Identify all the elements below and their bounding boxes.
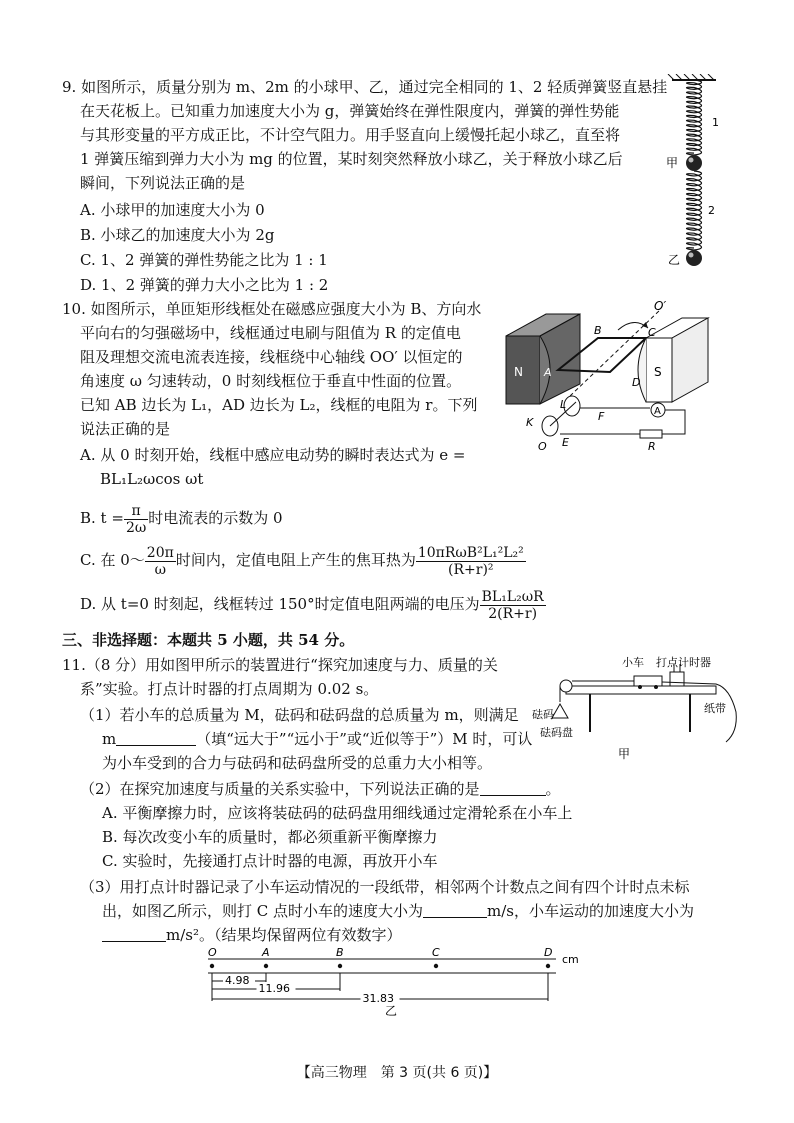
- q10-option-a-line1: A. 从 0 时刻开始，线框中感应电动势的瞬时表达式为 e =: [80, 446, 466, 464]
- q9-line-3: 与其形变量的平方成正比，不计空气阻力。用手竖直向上缓慢托起小球乙，直至将: [80, 126, 621, 144]
- answer-blank[interactable]: [423, 902, 487, 918]
- tape-point-d: [546, 964, 550, 968]
- q11-fig-jia: [530, 652, 750, 764]
- svg-text:O: O: [538, 440, 547, 453]
- cart: [634, 676, 662, 686]
- dimension-label: 31.83: [362, 992, 394, 1005]
- q11-part1-line3: 为小车受到的合力与砝码和砝码盘所受的总重力大小相等。: [102, 754, 493, 772]
- svg-text:E: E: [562, 436, 569, 449]
- q11-part2-option-a: A. 平衡摩擦力时，应该将装砝码的砝码盘用细线通过定滑轮系在小车上: [102, 804, 573, 822]
- tape-point-label: B: [336, 946, 344, 959]
- svg-text:S: S: [654, 365, 662, 379]
- q10-option-d: D. 从 t=0 时刻起，线框转过 150°时定值电阻两端的电压为 $\frac{\text{BL₁L₂ωR}}{2(R+r)}$: [80, 588, 544, 622]
- svg-text:L: L: [560, 398, 567, 411]
- svg-text:N: N: [514, 365, 523, 379]
- ball-jia-label: 甲: [666, 156, 679, 170]
- q9-option-a: A. 小球甲的加速度大小为 0: [80, 201, 265, 219]
- timer: [670, 672, 684, 686]
- svg-text:A: A: [544, 366, 552, 379]
- q10-line-6: 说法正确的是: [80, 420, 171, 438]
- q11-fig-yi-tape: [200, 945, 590, 1020]
- svg-text:R: R: [648, 440, 656, 453]
- tape-point-c: [434, 964, 438, 968]
- q10-line-4: 角速度 ω 匀速转动，0 时刻线框位于垂直中性面的位置。: [80, 372, 462, 390]
- q10-line-5: 已知 AB 边长为 L₁，AD 边长为 L₂，线框的电阻为 r。下列: [80, 396, 478, 414]
- q10-option-c: C. 在 0～ $\frac{20\pi}{\omega}$ 时间内，定值电阻上产生的焦耳热为 $\frac{\text{10πRωB²L₁²L₂²}}{\text{(R+r)²}}$: [80, 544, 524, 578]
- q11-part2-option-b: B. 每次改变小车的质量时，都必须重新平衡摩擦力: [102, 828, 438, 846]
- weight-label: 砝码: [532, 708, 554, 721]
- q11-part1-line2: m （填“远大于”“远小于”或“近似等于”）M 时，可认: [102, 730, 533, 748]
- answer-blank[interactable]: [116, 730, 196, 746]
- fraction: $\frac{\text{BL₁L₂ωR}}{2(R+r)}$: [481, 588, 544, 622]
- tape-point-label: D: [544, 946, 553, 959]
- tape-unit: cm: [562, 953, 579, 966]
- answer-blank[interactable]: [480, 780, 546, 796]
- svg-text:K: K: [526, 416, 534, 429]
- q11-part3-line1: （3）用打点计时器记录了小车运动情况的一段纸带，相邻两个计数点之间有四个计时点未标: [80, 878, 690, 896]
- dimension-label: 4.98: [225, 974, 250, 987]
- q11-part1-line1: （1）若小车的总质量为 M，砝码和砝码盘的总质量为 m，则满足: [80, 706, 519, 724]
- q11-part3-line2: 出，如图乙所示，则打 C 点时小车的速度大小为 m/s，小车运动的加速度大小为: [102, 902, 694, 920]
- svg-text:A: A: [654, 406, 661, 417]
- q11-line-2: 系”实验。打点计时器的打点周期为 0.02 s。: [80, 680, 379, 698]
- fig-jia-caption: 甲: [618, 747, 631, 761]
- q9-line-4: 1 弹簧压缩到弹力大小为 mg 的位置，某时刻突然释放小球乙，关于释放小球乙后: [80, 150, 623, 168]
- ball-yi: [686, 250, 702, 266]
- tape-point-b: [338, 964, 342, 968]
- svg-text:D: D: [632, 376, 641, 389]
- fig-yi-caption: 乙: [385, 1004, 398, 1018]
- weight-pan: [552, 704, 568, 718]
- car-label: 小车: [622, 656, 644, 669]
- tape-point-a: [264, 964, 268, 968]
- page-footer: 【高三物理 第 3 页(共 6 页)】: [296, 1065, 498, 1081]
- svg-text:B: B: [594, 324, 602, 337]
- q9-option-d: D. 1、2 弹簧的弹力大小之比为 1 : 2: [80, 276, 329, 294]
- fraction: $\frac{\text{10πRωB²L₁²L₂²}}{\text{(R+r)²}}$: [417, 544, 524, 578]
- pan-label: 砝码盘: [540, 726, 573, 739]
- q9-spring-figure: [664, 74, 734, 274]
- q10-option-b: B. t = $\frac{\pi}{2\omega}$ 时电流表的示数为 0: [80, 502, 283, 536]
- q11-part2-option-c: C. 实验时，先接通打点计时器的电源，再放开小车: [102, 852, 438, 870]
- tape-point-label: A: [262, 946, 270, 959]
- q9-line-5: 瞬间，下列说法正确的是: [80, 174, 246, 192]
- dimension-label: 11.96: [258, 982, 290, 995]
- q11-part3-line3: m/s²。（结果均保留两位有效数字）: [102, 925, 402, 945]
- q10-line-3: 阻及理想交流电流表连接，线框绕中心轴线 OO′ 以恒定的: [80, 348, 463, 366]
- spring-2-label: 2: [708, 204, 715, 217]
- timer-label: 打点计时器: [656, 656, 711, 669]
- tape-point-label: O: [208, 946, 217, 959]
- section-heading: 三、非选择题：本题共 5 小题，共 54 分。: [62, 631, 355, 649]
- spring-1-label: 1: [712, 116, 719, 129]
- fraction: $\frac{20\pi}{\omega}$: [146, 544, 174, 578]
- resistor-r: [640, 430, 662, 438]
- svg-text:F: F: [598, 410, 605, 423]
- q10-generator-figure: [500, 296, 710, 456]
- svg-text:O′: O′: [654, 299, 667, 313]
- q10-line-2: 平向右的匀强磁场中，线框通过电刷与阻值为 R 的定值电: [80, 324, 461, 342]
- q10-option-a-line2: BL₁L₂ωcos ωt: [100, 470, 204, 488]
- answer-blank[interactable]: [102, 926, 166, 942]
- q9-option-b: B. 小球乙的加速度大小为 2g: [80, 226, 275, 244]
- tape-point-label: C: [432, 946, 440, 959]
- q10-line-1: 10. 如图所示，单匝矩形线框处在磁感应强度大小为 B、方向水: [62, 300, 482, 318]
- tape-point-o: [210, 964, 214, 968]
- pulley: [560, 680, 572, 692]
- q11-line-1: 11.（8 分）用如图甲所示的装置进行“探究加速度与力、质量的关: [62, 656, 498, 674]
- ball-yi-label: 乙: [668, 253, 681, 267]
- svg-text:C: C: [648, 326, 656, 339]
- q9-line-2: 在天花板上。已知重力加速度大小为 g，弹簧始终在弹性限度内，弹簧的弹性势能: [80, 102, 620, 120]
- ball-jia: [686, 155, 702, 171]
- q11-part2: （2）在探究加速度与质量的关系实验中，下列说法正确的是 。: [80, 780, 561, 798]
- tape-diagram: [208, 946, 556, 1005]
- tape-label: 纸带: [704, 702, 726, 715]
- magnet-n: [506, 336, 540, 404]
- q9-option-c: C. 1、2 弹簧的弹性势能之比为 1 : 1: [80, 251, 328, 269]
- q9-line-1: 9. 如图所示，质量分别为 m、2m 的小球甲、乙，通过完全相同的 1、2 轻质弹簧竖直悬挂: [62, 78, 668, 96]
- fraction: $\frac{\pi}{2\omega}$: [125, 502, 147, 536]
